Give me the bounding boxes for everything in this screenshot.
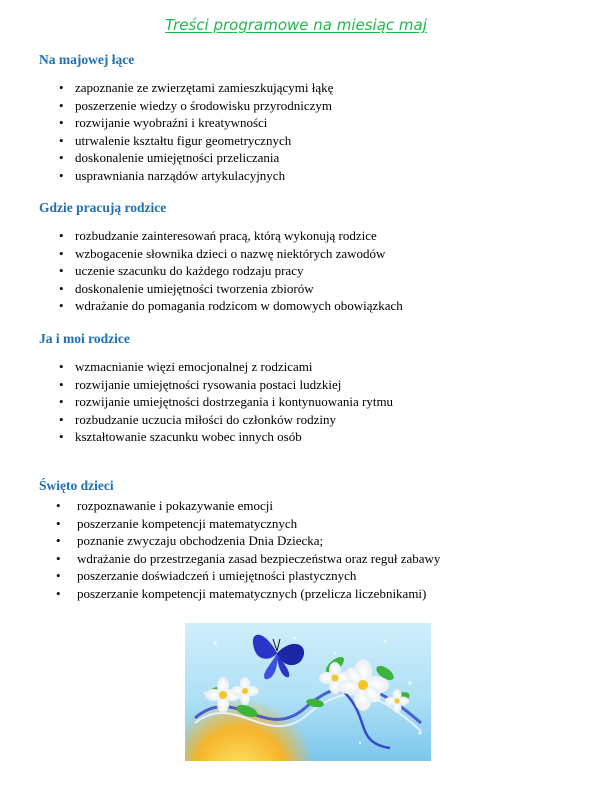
- list-item: • kształtowanie szacunku wobec innych osób: [59, 429, 302, 444]
- list-item: • rozwijanie umiejętności dostrzegania i kontynuowania rytmu: [59, 394, 394, 409]
- bullet-icon: •: [59, 394, 64, 409]
- list-item: • wzbogacenie słownika dzieci o nazwę niektórych zawodów: [59, 245, 386, 261]
- section-ja-i-moi-rodzice: [39, 331, 579, 446]
- bullet-icon: •: [59, 429, 64, 444]
- list-item: • doskonalenie umiejętności przeliczania: [59, 150, 280, 165]
- bullet-icon: •: [56, 498, 61, 513]
- page-title: Treści programowe na miesiąc maj: [165, 16, 427, 34]
- section-heading: Święto dzieci: [39, 478, 114, 493]
- list-item: • utrwalenie kształtu figur geometrycznych: [59, 132, 292, 148]
- section-swieto-dzieci: [39, 478, 579, 602]
- section-list: [39, 79, 579, 184]
- list-item: • poszerzanie kompetencji matematycznych (przelicza liczebnikami): [56, 585, 427, 601]
- list-item: • rozbudzanie uczucia miłości do członków rodziny: [59, 411, 336, 427]
- bullet-icon: •: [59, 132, 64, 148]
- section-heading: Gdzie pracują rodzice: [39, 200, 167, 215]
- list-item: • poszerzanie doświadczeń i umiejętności plastycznych: [56, 568, 357, 583]
- list-item: • poszerzanie kompetencji matematycznych: [56, 515, 298, 531]
- bullet-icon: •: [59, 115, 64, 130]
- bullet-icon: •: [59, 411, 64, 427]
- illustration-svg: [185, 623, 431, 761]
- section-heading: Na majowej łące: [39, 52, 135, 67]
- list-item: • rozwijanie umiejętności rysowania postaci ludzkiej: [59, 376, 342, 392]
- list-item: • zapoznanie ze zwierzętami zamieszkującymi łąkę: [59, 80, 334, 95]
- bullet-icon: •: [56, 533, 61, 548]
- list-item: • poznanie zwyczaju obchodzenia Dnia Dziecka;: [56, 533, 324, 548]
- bullet-icon: •: [59, 97, 64, 113]
- section-list: [39, 497, 579, 602]
- list-item: • rozpoznawanie i pokazywanie emocji: [56, 498, 273, 513]
- list-item: • doskonalenie umiejętności tworzenia zbiorów: [59, 280, 314, 296]
- bullet-icon: •: [59, 228, 64, 243]
- section-na-majowej-lace: [39, 52, 579, 184]
- bullet-icon: •: [56, 550, 61, 566]
- bullet-icon: •: [59, 167, 64, 183]
- list-item: • poszerzenie wiedzy o środowisku przyrodniczym: [59, 97, 333, 113]
- bullet-icon: •: [59, 359, 64, 374]
- bullet-icon: •: [59, 80, 64, 95]
- bullet-icon: •: [59, 298, 64, 313]
- section-list: [39, 227, 579, 315]
- list-item: • wzmacnianie więzi emocjonalnej z rodzicami: [59, 359, 313, 374]
- list-item: • rozbudzanie zainteresowań pracą, którą wykonują rodzice: [59, 228, 377, 243]
- butterfly-flowers-illustration: [185, 623, 431, 761]
- list-item: • usprawniania narządów artykulacyjnych: [59, 167, 286, 183]
- list-item: • wdrażanie do pomagania rodzicom w domowych obowiązkach: [59, 298, 403, 313]
- section-gdzie-pracuja-rodzice: [39, 200, 579, 315]
- bullet-icon: •: [59, 245, 64, 261]
- bullet-icon: •: [56, 568, 61, 583]
- section-heading: Ja i moi rodzice: [39, 331, 130, 346]
- bullet-icon: •: [59, 280, 64, 296]
- bullet-icon: •: [56, 585, 61, 601]
- list-item: • uczenie szacunku do każdego rodzaju pracy: [59, 263, 304, 278]
- list-item: • wdrażanie do przestrzegania zasad bezpieczeństwa oraz reguł zabawy: [56, 550, 441, 566]
- bullet-icon: •: [56, 515, 61, 531]
- section-list: [39, 358, 579, 446]
- bullet-icon: •: [59, 263, 64, 278]
- list-item: • rozwijanie wyobraźni i kreatywności: [59, 115, 268, 130]
- bullet-icon: •: [59, 376, 64, 392]
- bullet-icon: •: [59, 150, 64, 165]
